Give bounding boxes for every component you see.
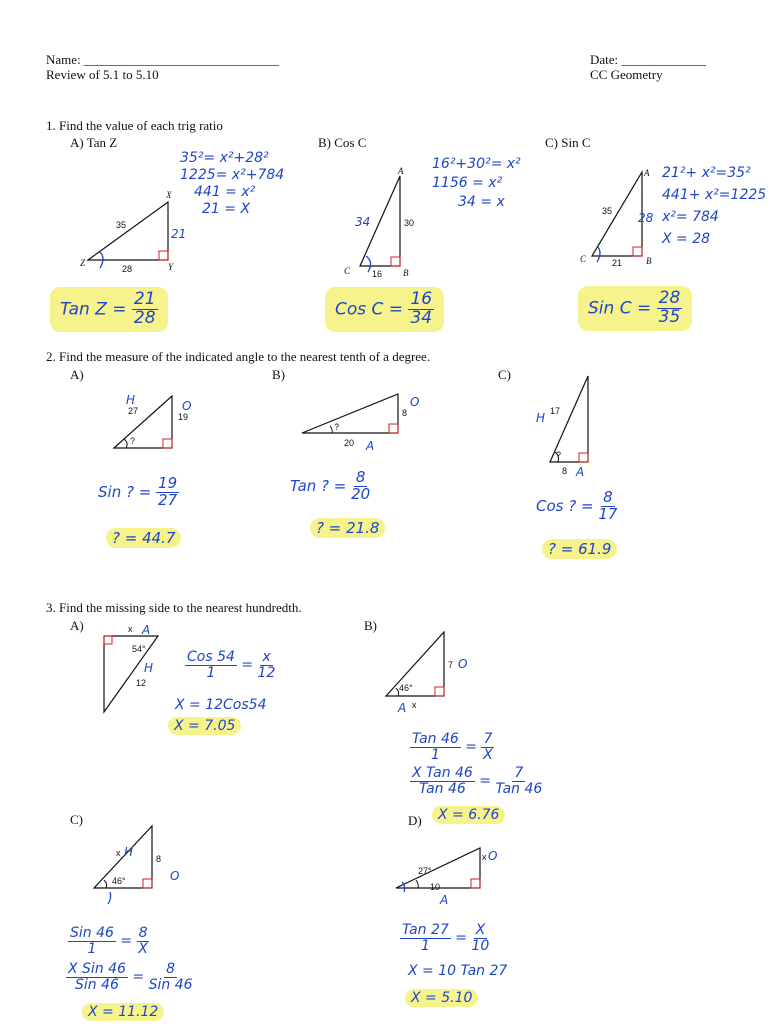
q3c-label: C) (70, 812, 83, 827)
q3a-step: X = 12Cos54 (175, 697, 267, 713)
q1c-label: C) Sin C (545, 135, 591, 150)
q2b-angle-label: ? (334, 422, 340, 432)
q1a-base-label: 28 (122, 264, 133, 274)
q1a-work-line: 1225= x²+784 (180, 167, 285, 183)
q1c-vertex-c: C (580, 254, 587, 264)
q3a-a-mark: A (142, 623, 151, 637)
review-title: Review of 5.1 to 5.10 (46, 67, 159, 82)
q1a-work-line: 35²= x²+28² (180, 150, 269, 166)
q1b-leg-label: 30 (404, 218, 415, 228)
q1c-vertex-a: A (644, 168, 650, 178)
q2b-answer: ? = 21.8 (310, 518, 385, 538)
q3-prompt: 3. Find the missing side to the nearest hundredth. (46, 600, 302, 615)
q1b-label: B) Cos C (318, 135, 367, 150)
q1a-work (180, 150, 284, 218)
q3b-step: $\frac{\text{X Tan 46}}{\text{Tan 46}}$ = $\frac{7}{\text{Tan 46}}$ (412, 765, 543, 797)
q3c-step: $\frac{\text{X Sin 46}}{\text{Sin 46}}$ = $\frac{8}{\text{Sin 46}}$ (68, 961, 193, 993)
q1c-leg-label: 28 (638, 211, 654, 225)
q2a-hyp-label: 27 (128, 406, 139, 416)
q3d-a-mark: A (440, 893, 449, 907)
q1b-hyp-label: 34 (355, 215, 371, 229)
q1b-work (432, 155, 521, 212)
q3d-triangle (392, 838, 512, 908)
q1c-work-line: x²= 784 (662, 209, 719, 225)
q3b-label: B) (364, 618, 377, 633)
q3a-x-label: x (128, 624, 133, 634)
q3c-o-mark: O (170, 869, 180, 883)
q3b-triangle (382, 628, 492, 718)
q1c-work-line: 441+ x²=1225 (662, 187, 767, 203)
q3b-angle-label: 46° (399, 683, 413, 693)
course-title: CC Geometry (590, 67, 663, 82)
q3c-angle-label: 46° (112, 876, 126, 886)
q2a-answer: ? = 44.7 (106, 528, 181, 548)
q2c-adj-mark: A (576, 465, 585, 479)
q3a-triangle (98, 620, 170, 718)
q2c-hyp-mark: H (536, 411, 546, 425)
q3c-opp-label: 8 (156, 854, 162, 864)
q2a-label: A) (70, 367, 84, 382)
q2c-answer: ? = 61.9 (542, 539, 617, 559)
date-field: Date: _____________ (590, 52, 706, 67)
q2-prompt: 2. Find the measure of the indicated angle to the nearest tenth of a degree. (46, 349, 431, 364)
q3d-angle-label: 27° (418, 866, 432, 876)
q3c-triangle (90, 822, 190, 902)
q2a-hyp-mark: H (126, 393, 136, 407)
q2b-adj-label: 20 (344, 438, 355, 448)
q1a-work-line: 441 = x² (194, 184, 256, 200)
q3c-equation: $\frac{\text{Sin 46}}{1}$ = $\frac{8}{X}$ (70, 925, 148, 957)
q2a-triangle (108, 390, 208, 460)
q1b-vertex-b: B (403, 268, 409, 278)
q2b-adj-mark: A (366, 439, 375, 453)
q2a-angle-label: ? (130, 436, 136, 446)
q1c-work-line: 21²+ x²=35² (662, 165, 751, 181)
q1c-triangle (578, 166, 658, 268)
q2c-adj-label: 8 (562, 466, 568, 476)
q3b-answer: X = 6.76 (432, 806, 505, 824)
q1b-base-label: 16 (372, 269, 383, 279)
q1a-triangle (80, 190, 190, 275)
q2b-opp-label: 8 (402, 408, 408, 418)
q3a-h-mark: H (144, 661, 154, 675)
q1c-work-line: X = 28 (662, 231, 711, 247)
q3c-h-mark: H (124, 845, 134, 859)
q3b-o-mark: O (458, 657, 468, 671)
q3a-equation: $\frac{\text{Cos 54}}{1}$ = $\frac{x}{12}$ (187, 649, 276, 681)
q3a-label: A) (70, 618, 84, 633)
q3a-answer: X = 7.05 (168, 717, 241, 735)
q1c-answer: Sin C = $\frac{28}{35}$ (578, 286, 692, 331)
q2b-label: B) (272, 367, 285, 382)
q1a-vertex-z: Z (80, 258, 86, 268)
q2b-opp-mark: O (410, 395, 420, 409)
q1c-vertex-b: B (646, 256, 652, 266)
q1b-answer: Cos C = $\frac{16}{34}$ (325, 287, 444, 332)
q3b-opp-label: 7 (448, 660, 454, 670)
q2c-angle-label: ? (556, 450, 562, 460)
q2b-triangle (298, 390, 428, 452)
q3c-answer: X = 11.12 (82, 1003, 164, 1021)
q1b-work-line: 16²+30²= x² (432, 156, 521, 172)
q2a-opp-label: 19 (178, 412, 189, 422)
q3d-step: X = 10 Tan 27 (408, 963, 508, 979)
name-field: Name: ______________________________ (46, 52, 279, 67)
q3b-x-label: x (412, 700, 417, 710)
q3d-o-mark: O (488, 849, 498, 863)
q3d-label: D) (408, 813, 422, 828)
q3d-x-label: x (482, 852, 487, 862)
q1c-base-label: 21 (612, 258, 623, 268)
q1-prompt: 1. Find the value of each trig ratio (46, 118, 223, 133)
q1a-vertex-x: X (166, 190, 172, 200)
q1c-work (662, 162, 766, 250)
q3c-x-label: x (116, 848, 121, 858)
q1a-vertex-y: Y (168, 262, 174, 272)
q2a-opp-mark: O (182, 399, 192, 413)
q2c-triangle (530, 370, 610, 480)
q3a-hyp-label: 12 (136, 678, 147, 688)
q2c-hyp-label: 17 (550, 406, 561, 416)
q1c-hyp-label: 35 (602, 206, 613, 216)
q1b-vertex-a: A (398, 166, 404, 176)
q1b-work-line: 1156 = x² (432, 175, 503, 191)
q1a-leg-label: 21 (171, 227, 187, 241)
q1a-label: A) Tan Z (70, 135, 118, 150)
q2c-label: C) (498, 367, 511, 382)
q3a-angle-label: 54° (132, 644, 146, 654)
q2a-equation: Sin ? = $\frac{19}{27}$ (98, 474, 178, 509)
q1a-answer: Tan Z = $\frac{21}{28}$ (50, 287, 168, 332)
q3d-answer: X = 5.10 (405, 989, 478, 1007)
q3b-equation: $\frac{\text{Tan 46}}{1}$ = $\frac{7}{X}$ (412, 731, 493, 763)
q1b-triangle (340, 168, 420, 280)
q3b-a-mark: A (398, 701, 407, 715)
q2b-equation: Tan ? = $\frac{8}{20}$ (290, 468, 371, 503)
q1b-work-line: 34 = x (458, 194, 505, 210)
q3d-adj-label: 10 (430, 882, 441, 892)
q2c-equation: Cos ? = $\frac{8}{17}$ (536, 488, 618, 523)
q1a-work-line: 21 = X (202, 201, 251, 217)
q1a-hyp-label: 35 (116, 220, 127, 230)
q1b-vertex-c: C (344, 266, 351, 276)
q3d-equation: $\frac{\text{Tan 27}}{1}$ = $\frac{X}{10}$ (402, 922, 490, 954)
